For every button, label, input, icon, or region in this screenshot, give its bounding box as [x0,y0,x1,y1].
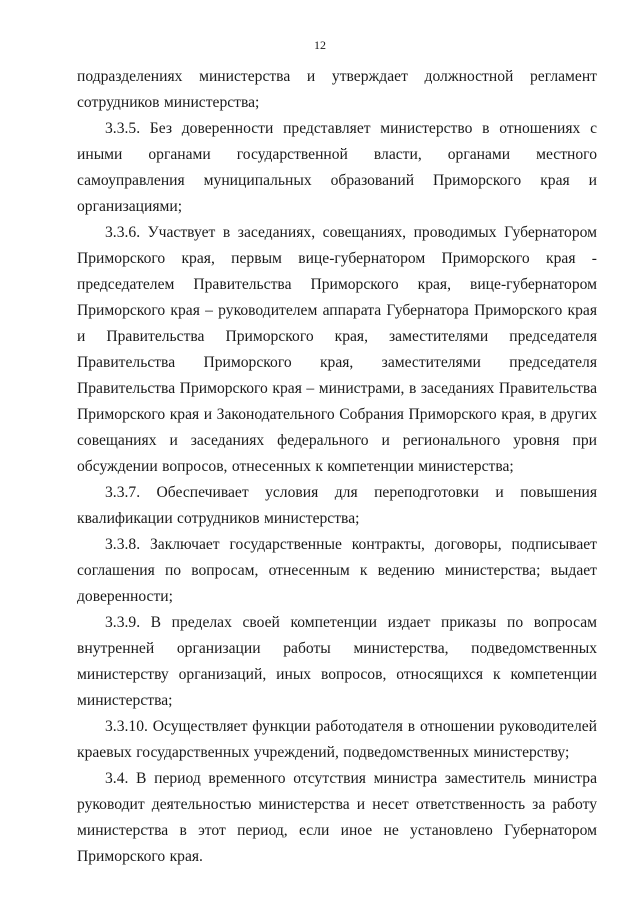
paragraph-continuation: подразделениях министерства и утверждает должностной регламент сотрудников министерства; [77,68,597,111]
document-body [77,64,597,870]
paragraph-3-3-10: 3.3.10. Осуществляет функции работодателя в отношении руководителей краевых государственных учреждений, подведомственных министерству; [77,718,597,761]
paragraph-3-3-7: 3.3.7. Обеспечивает условия для переподготовки и повышения квалификации сотрудников министерства; [77,484,597,527]
paragraph-3-3-9: 3.3.9. В пределах своей компетенции издает приказы по вопросам внутренней организации работы министерства, подведомственных министерству организаций, иных вопросов, относящихся к компетенции министерства; [77,614,597,709]
page-number: 12 [314,38,326,52]
paragraph-3-3-6: 3.3.6. Участвует в заседаниях, совещаниях, проводимых Губернатором Приморского края, первым вице-губернатором Приморского края - председателем Правительства Приморского края, вице-губернатором Приморского края – руководителем аппарата Губернатора Приморского края и Правительства Приморского края, заместителями председателя Правительства Приморского края, заместителями председателя Правительства Приморского края – министрами, в заседаниях Правительства Приморского края и Законодательного Собрания Приморского края, в других совещаниях и заседаниях федерального и регионального уровня при обсуждении вопросов, отнесенных к компетенции министерства; [77,224,597,475]
paragraph-3-4: 3.4. В период временного отсутствия министра заместитель министра руководит деятельностью министерства и несет ответственность за работу министерства в этот период, если иное не установлено Губернатором Приморского края. [77,770,597,865]
paragraph-3-3-8: 3.3.8. Заключает государственные контракты, договоры, подписывает соглашения по вопросам, отнесенным к ведению министерства; выдает доверенности; [77,536,597,605]
paragraph-3-3-5: 3.3.5. Без доверенности представляет министерство в отношениях с иными органами государственной власти, органами местного самоуправления муниципальных образований Приморского края и организациями; [77,120,597,215]
